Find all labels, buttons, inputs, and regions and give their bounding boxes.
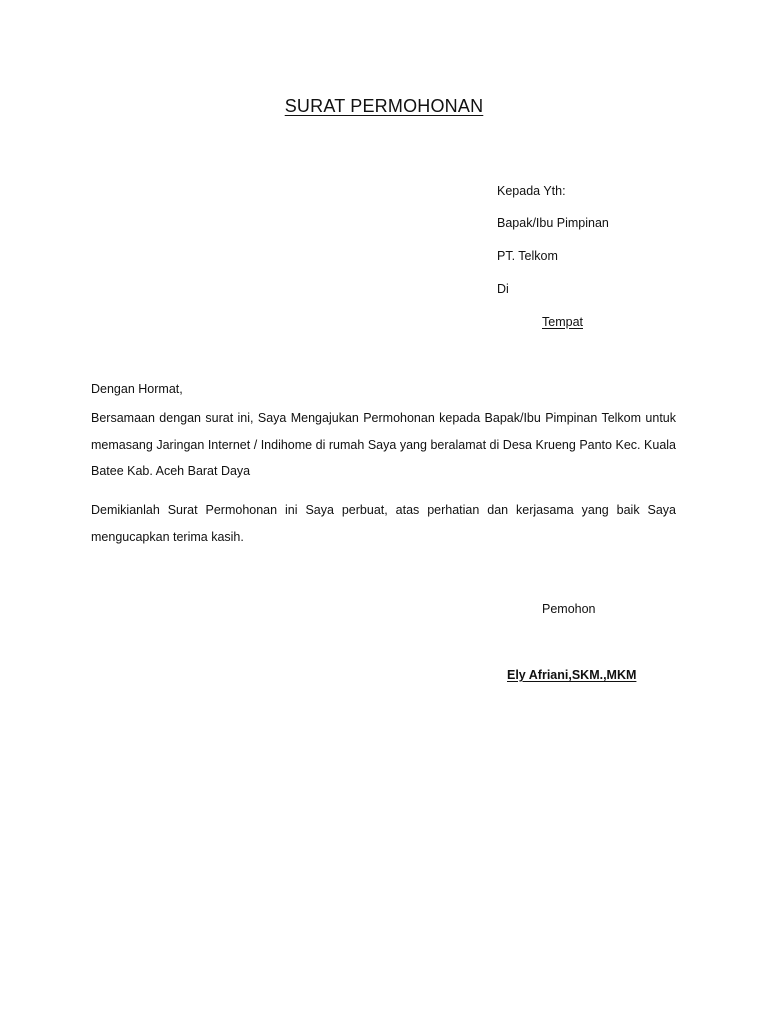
recipient-line-2: Bapak/Ibu Pimpinan bbox=[497, 216, 609, 230]
recipient-line-4: Di bbox=[497, 282, 509, 296]
signer-name: Ely Afriani,SKM.,MKM bbox=[507, 668, 637, 682]
body-paragraph-1: Bersamaan dengan surat ini, Saya Mengajukan Permohonan kepada Bapak/Ibu Pimpinan Telkom untuk memasang Jaringan Internet / Indihome di rumah Saya yang beralamat di Desa Krueng Panto Kec. Kuala Batee Kab. Aceh Barat Daya bbox=[91, 411, 676, 478]
body-paragraph-2: Demikianlah Surat Permohonan ini Saya perbuat, atas perhatian dan kerjasama yang baik Saya mengucapkan terima kasih. bbox=[91, 503, 676, 544]
recipient-line-1: Kepada Yth: bbox=[497, 184, 566, 198]
recipient-line-5: Tempat bbox=[542, 315, 583, 329]
recipient-line-3: PT. Telkom bbox=[497, 249, 558, 263]
letter-title: SURAT PERMOHONAN bbox=[284, 96, 484, 116]
greeting: Dengan Hormat, bbox=[91, 382, 183, 396]
closing-label: Pemohon bbox=[542, 602, 596, 616]
